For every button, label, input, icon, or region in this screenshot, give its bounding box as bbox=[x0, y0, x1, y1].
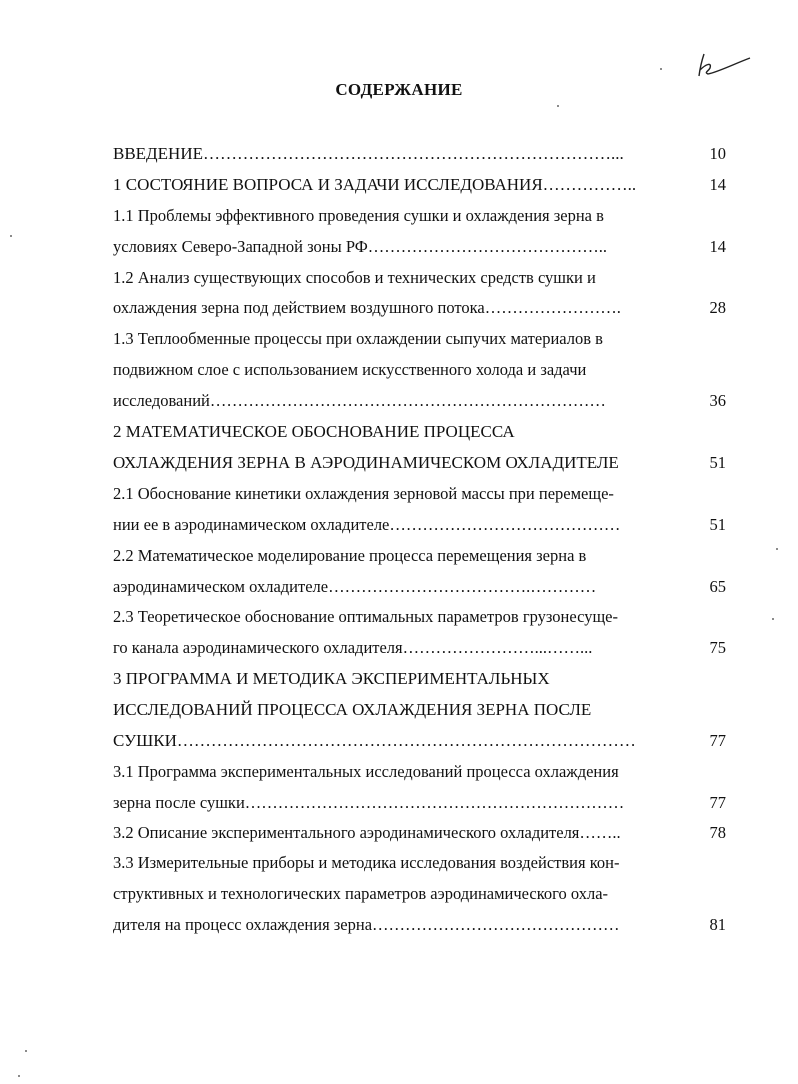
toc-page-number: 36 bbox=[709, 391, 726, 410]
scan-speck bbox=[772, 618, 774, 620]
toc-entry-intro: ВВЕДЕНИЕ………………………………………………………………... bbox=[113, 144, 624, 163]
toc-entry-chapter-1: 1 СОСТОЯНИЕ ВОПРОСА И ЗАДАЧИ ИССЛЕДОВАНИЯ…………….. bbox=[113, 175, 637, 194]
toc-entry-section-1-2: 1.2 Анализ существующих способов и технических средств сушки и bbox=[113, 268, 596, 287]
page-title: СОДЕРЖАНИЕ bbox=[335, 80, 463, 99]
toc-page-number: 51 bbox=[709, 515, 726, 534]
scan-speck bbox=[776, 548, 778, 550]
toc-entry-section-3-1: 3.1 Программа экспериментальных исследований процесса охлаждения bbox=[113, 762, 619, 781]
toc-entry-chapter-3: 3 ПРОГРАММА И МЕТОДИКА ЭКСПЕРИМЕНТАЛЬНЫХ bbox=[113, 669, 550, 688]
toc-page-number: 78 bbox=[709, 823, 726, 842]
scan-speck bbox=[557, 105, 559, 107]
toc-entry-section-2-3: 2.3 Теоретическое обоснование оптимальных параметров грузонесуще- bbox=[113, 607, 618, 626]
toc-page-number: 28 bbox=[709, 298, 726, 317]
toc-entry-chapter-3-cont: ИССЛЕДОВАНИЙ ПРОЦЕССА ОХЛАЖДЕНИЯ ЗЕРНА ПОСЛЕ bbox=[113, 700, 592, 719]
toc-entry-section-1-1-cont: условиях Северо-Западной зоны РФ…………………………………….. bbox=[113, 237, 608, 256]
toc-page-number: 14 bbox=[709, 175, 726, 194]
toc-entry-section-1-2-cont: охлаждения зерна под действием воздушного потока……………………. bbox=[113, 298, 621, 317]
toc-entry-section-3-3-cont: дителя на процесс охлаждения зерна……………………………………… bbox=[113, 915, 620, 934]
toc-entry-section-3-3-cont: структивных и технологических параметров аэродинамического охла- bbox=[113, 884, 609, 903]
toc-entry-section-1-1: 1.1 Проблемы эффективного проведения сушки и охлаждения зерна в bbox=[113, 206, 604, 225]
handwritten-signature bbox=[694, 50, 754, 80]
toc-entry-section-3-3: 3.3 Измерительные приборы и методика исследования воздействия кон- bbox=[113, 853, 620, 872]
toc-page-number: 14 bbox=[709, 237, 726, 256]
toc-entry-section-2-2: 2.2 Математическое моделирование процесса перемещения зерна в bbox=[113, 546, 587, 565]
toc-entry-section-2-1: 2.1 Обоснование кинетики охлаждения зерновой массы при перемеще- bbox=[113, 484, 614, 503]
toc-entry-section-3-1-cont: зерна после сушки…………………………………………………………… bbox=[113, 793, 625, 812]
toc-entry-section-1-3: 1.3 Теплообменные процессы при охлаждении сыпучих материалов в bbox=[113, 329, 603, 348]
toc-entry-section-2-1-cont: нии ее в аэродинамическом охладителе…………………………………… bbox=[113, 515, 621, 534]
scan-speck bbox=[18, 1075, 20, 1077]
toc-entry-section-2-3-cont: го канала аэродинамического охладителя……………………...……... bbox=[113, 638, 593, 657]
toc-page-number: 10 bbox=[709, 144, 726, 163]
toc-entry-section-3-2: 3.2 Описание экспериментального аэродинамического охладителя…….. bbox=[113, 823, 621, 842]
toc-entry-section-1-3-cont: подвижном слое с использованием искусственного холода и задачи bbox=[113, 360, 587, 379]
toc-entry-chapter-3-cont: СУШКИ……………………………………………………………………… bbox=[113, 731, 636, 750]
scan-speck bbox=[660, 68, 662, 70]
toc-page-number: 81 bbox=[709, 915, 726, 934]
toc-page-number: 75 bbox=[709, 638, 726, 657]
toc-page-number: 77 bbox=[709, 731, 726, 750]
toc-entry-chapter-2: 2 МАТЕМАТИЧЕСКОЕ ОБОСНОВАНИЕ ПРОЦЕССА bbox=[113, 422, 515, 441]
scan-speck bbox=[25, 1050, 27, 1052]
toc-page-number: 65 bbox=[709, 577, 726, 596]
toc-entry-section-1-3-cont: исследований……………………………………………………………… bbox=[113, 391, 606, 410]
toc-page-number: 51 bbox=[709, 453, 726, 472]
scan-speck bbox=[10, 235, 12, 237]
toc-entry-section-2-2-cont: аэродинамическом охладителе……………………………….………… bbox=[113, 577, 597, 596]
toc-page-number: 77 bbox=[709, 793, 726, 812]
toc-entry-chapter-2-cont: ОХЛАЖДЕНИЯ ЗЕРНА В АЭРОДИНАМИЧЕСКОМ ОХЛАДИТЕЛЕ bbox=[113, 453, 619, 472]
